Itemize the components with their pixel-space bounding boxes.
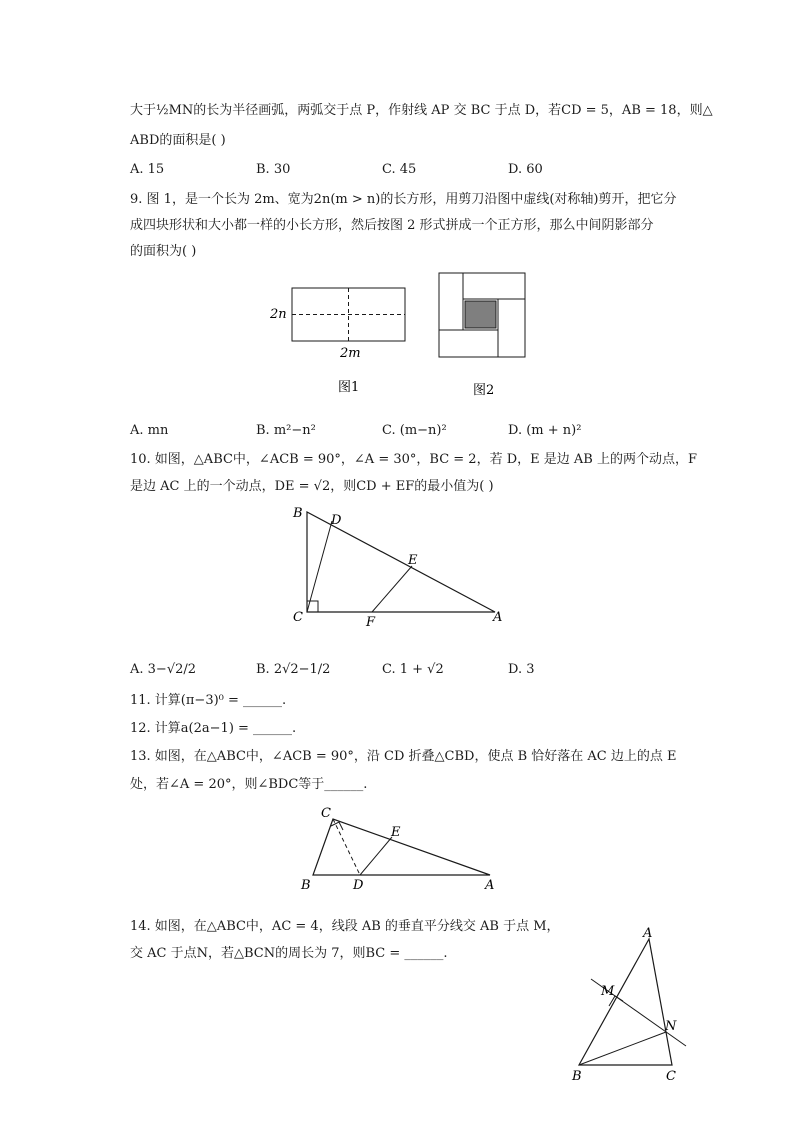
fig1-bottom-label: 2m xyxy=(340,346,361,361)
q9-options xyxy=(130,421,690,441)
triangle-abc xyxy=(313,819,490,875)
q9-option-c: C. (m−n)² xyxy=(382,423,447,438)
label-b: B xyxy=(293,506,303,521)
label-a: A xyxy=(493,610,503,625)
label-e: E xyxy=(408,553,418,568)
q9-option-a: A. mn xyxy=(130,423,169,438)
q14-line2: 交 AC 于点N，若△BCN的周长为 7，则BC = ______. xyxy=(130,946,448,961)
label-c: C xyxy=(293,610,303,625)
q11-text: 11. 计算(π−3)⁰ = ______. xyxy=(130,693,287,708)
segment-cd xyxy=(307,521,332,612)
q10-option-d: D. 3 xyxy=(508,662,535,677)
q8-option-a: A. 15 xyxy=(130,162,165,177)
q10-line1: 10. 如图，△ABC中，∠ACB = 90°，∠A = 30°，BC = 2，若 D，E 是边 AB 上的两个动点，F xyxy=(130,452,697,467)
segment-de xyxy=(360,837,392,875)
label-b: B xyxy=(301,878,311,893)
label-b: B xyxy=(572,1069,582,1084)
q10-option-b: B. 2√2−1/2 xyxy=(256,662,331,677)
fig1-side-label: 2n xyxy=(270,307,287,322)
q10-line2: 是边 AC 上的一个动点，DE = √2，则CD + EF的最小值为( ) xyxy=(130,479,494,494)
q9-option-d: D. (m + n)² xyxy=(508,423,582,438)
q13-line1: 13. 如图，在△ABC中，∠ACB = 90°，沿 CD 折叠△CBD，使点 B 恰好落在 AC 边上的点 E xyxy=(130,749,677,764)
right-angle-mark xyxy=(331,822,343,830)
triangle-abc xyxy=(579,939,672,1065)
label-d: D xyxy=(331,513,342,528)
label-a: A xyxy=(643,926,653,941)
segment-bn xyxy=(579,1032,666,1065)
fig2-caption: 图2 xyxy=(473,383,495,398)
q10-option-a: A. 3−√2/2 xyxy=(130,662,197,677)
q8-option-d: D. 60 xyxy=(508,162,543,177)
q14-line1: 14. 如图，在△ABC中，AC = 4，线段 AB 的垂直平分线交 AB 于点 M， xyxy=(130,919,560,934)
q13-line2: 处，若∠A = 20°，则∠BDC等于______. xyxy=(130,777,368,792)
q9-line2: 成四块形状和大小都一样的小长方形，然后按图 2 形式拼成一个正方形，那么中间阴影部分 xyxy=(130,218,654,233)
label-a: A xyxy=(485,878,495,893)
q8-option-c: C. 45 xyxy=(382,162,417,177)
fig1-caption: 图1 xyxy=(338,380,360,395)
q8-option-b: B. 30 xyxy=(256,162,291,177)
q10-options xyxy=(130,660,690,680)
label-c: C xyxy=(321,806,331,821)
label-n: N xyxy=(665,1019,677,1034)
label-m: M xyxy=(601,984,615,999)
label-f: F xyxy=(366,615,376,630)
label-d: D xyxy=(353,878,364,893)
label-e: E xyxy=(391,825,401,840)
q9-line3: 的面积为( ) xyxy=(130,244,197,259)
q9-figure xyxy=(260,265,540,405)
segment-ef xyxy=(372,566,412,612)
q8-line2: ABD的面积是( ) xyxy=(130,133,226,148)
fig2-shaded-square xyxy=(465,301,496,328)
q14-triangle-figure xyxy=(565,922,695,1088)
q8-line1: 大于½MN的长为半径画弧，两弧交于点 P，作射线 AP 交 BC 于点 D，若CD = 5，AB = 18，则△ xyxy=(130,103,713,118)
q13-triangle-figure xyxy=(295,800,505,895)
label-c: C xyxy=(666,1069,676,1084)
q9-option-b: B. m²−n² xyxy=(256,423,316,438)
q10-option-c: C. 1 + √2 xyxy=(382,662,444,677)
q8-options xyxy=(130,160,690,180)
q9-line1: 9. 图 1，是一个长为 2m、宽为2n(m > n)的长方形，用剪刀沿图中虚线(对称轴)剪开，把它分 xyxy=(130,192,677,207)
q10-triangle-figure xyxy=(285,500,515,630)
q12-text: 12. 计算a(2a−1) = ______. xyxy=(130,721,297,736)
